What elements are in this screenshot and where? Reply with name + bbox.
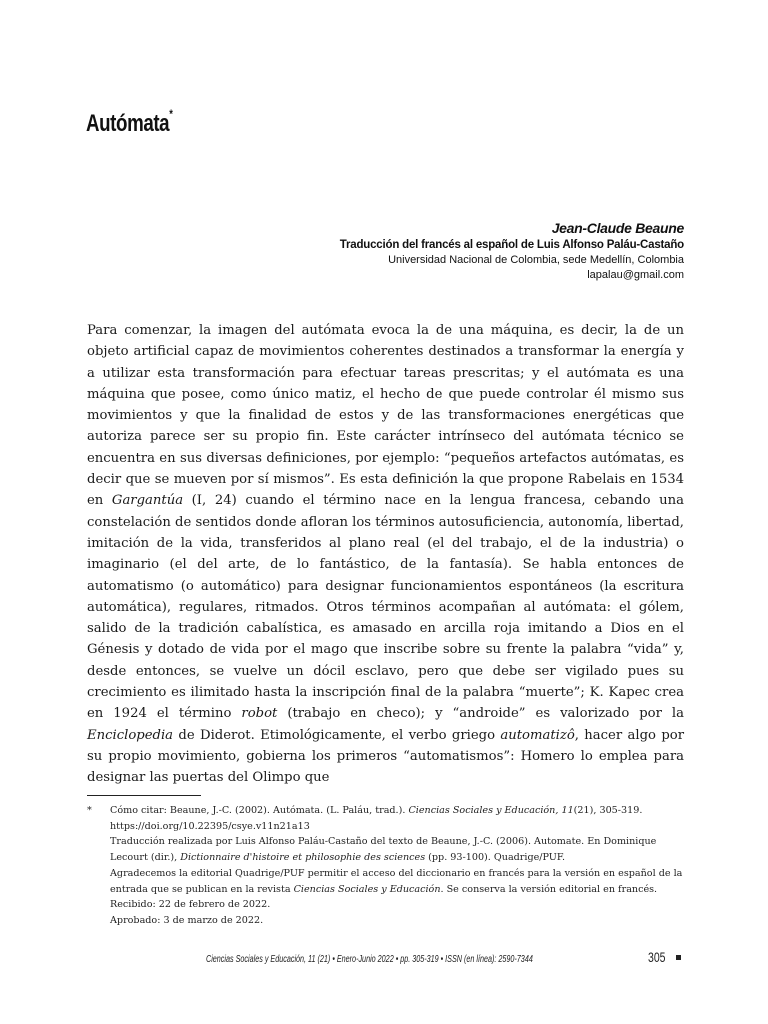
author-block <box>184 220 684 284</box>
translation-book-title: Dictionnaire d'histoire et philosophie des sciences <box>180 852 426 864</box>
footnote-content <box>110 803 684 929</box>
footnote-citation <box>110 803 684 834</box>
title-footnote-mark[interactable]: * <box>169 107 173 121</box>
translation-text: Traducción realizada por Luis Alfonso Paláu-Castaño del texto de Beaune, J.-C. (2006). Automate. En Dominique Lecourt (dir.), <box>110 836 657 864</box>
author-email[interactable]: lapalau@gmail.com <box>587 269 684 281</box>
author-name: Jean-Claude Beaune <box>551 220 684 236</box>
body-text-segment: (trabajo en checo); y “androide” es valorizado por la <box>277 706 684 722</box>
footnotes <box>87 803 684 929</box>
footnote-mark: * <box>87 805 92 816</box>
square-bullet-icon <box>676 955 681 960</box>
body-italic-automatizo: automatizô <box>500 727 575 743</box>
approved-date: Aprobado: 3 de marzo de 2022. <box>110 914 264 926</box>
body-italic-robot: robot <box>241 706 278 722</box>
body-text-segment: , hacer algo por su propio movimiento, gobierna los primeros “automatismos”: Homero lo emplea para designar las puertas del Olimpo que <box>87 727 685 786</box>
ack-text: Agradecemos la editorial Quadrige/PUF permitir el acceso del diccionario en francés para la versión en español de la entrada que se publican en la revista <box>110 867 683 895</box>
affiliation: Universidad Nacional de Colombia, sede Medellín, Colombia <box>388 254 684 266</box>
translation-text-end: (pp. 93-100). Quadrige/PUF. <box>425 852 566 864</box>
body-text-segment: (I, 24) cuando el término nace en la lengua francesa, cebando una constelación de sentidos donde afloran los términos autosuficiencia, autonomía, libertad, imitación de la vida, transferidos al plano real (el del trabajo, el de la industria) o imaginario (el del arte, de lo fantástico, de la fantasía). Se habla entonces de automatismo (o automático) para designar funcionamientos espontáneos (la escritura automática), regulares, ritmados. Otros términos acompañan al autómata: el gólem, salido de la tradición cabalística, es amasado en arcilla roja imitando a Dios en el Génesis y dotado de vida por el mago que inscribe sobre su frente la palabra “vida” y, desde entonces, se vuelve un dócil esclavo, pero que debe ser vigilado pues su crecimiento es ilimitado hasta la inscripción final de la palabra “muerte”; K. Kapec crea en 1924 el término <box>87 493 684 722</box>
citation-journal: Ciencias Sociales y Educación, 11 <box>408 805 574 816</box>
article-title-text: Autómata <box>86 110 170 137</box>
footnote-acknowledgement <box>110 866 684 897</box>
footnote-item <box>87 803 684 929</box>
page-number: 305 <box>648 949 666 965</box>
body-italic-gargantua: Gargantúa <box>111 493 184 509</box>
received-date: Recibido: 22 de febrero de 2022. <box>110 899 271 911</box>
citation-text: Cómo citar: Beaune, J.-C. (2002). Autómata. (L. Paláu, trad.). <box>110 805 409 816</box>
body-italic-enciclopedia: Enciclopedia <box>87 727 174 743</box>
ack-text-end: . Se conserva la versión editorial en francés. <box>440 883 658 895</box>
article-body <box>87 320 684 789</box>
body-text-segment: Para comenzar, la imagen del autómata evoca la de una máquina, es decir, la de un objeto artificial capaz de movimientos coherentes destinados a transformar la energía y a utilizar esta transformación para efectuar tareas prescritas; y el autómata es una máquina que posee, como único matiz, el hecho de que puede controlar él mismo sus movimientos y que la finalidad de estos y de las transformaciones energéticas que autoriza parece ser su propio fin. Este carácter intrínseco del autómata técnico se encuentra en sus diversas definiciones, por ejemplo: “pequeños artefactos autómatas, es decir que se mueven por sí mismos”. Es esta definición la que propone Rabelais en 1534 en <box>87 323 684 509</box>
body-paragraph <box>87 320 684 789</box>
citation-doi[interactable]: (21), 305-319. https://doi.org/10.22395/csye.v11n21a13 <box>110 805 643 832</box>
body-text-segment: de Diderot. Etimológicamente, el verbo griego <box>173 727 501 743</box>
footnote-translation <box>110 834 684 865</box>
journal-info: Ciencias Sociales y Educación, 11 (21) • Enero-Junio 2022 • pp. 305-319 • ISSN (en línea): 2590-7344 <box>206 954 533 965</box>
footnote-divider <box>87 795 201 796</box>
article-title <box>86 107 173 138</box>
ack-journal: Ciencias Sociales y Educación <box>293 883 441 895</box>
translator-credit: Traducción del francés al español de Luis Alfonso Paláu-Castaño <box>339 239 684 251</box>
